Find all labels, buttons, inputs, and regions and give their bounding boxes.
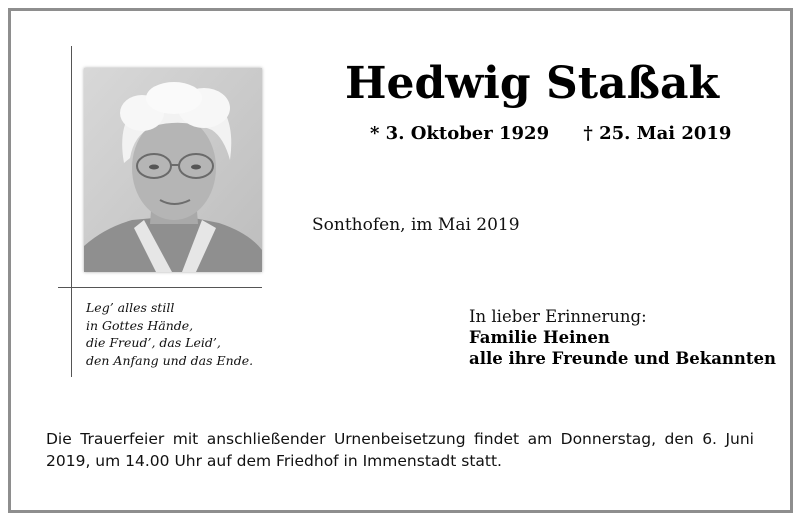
portrait-illustration	[84, 68, 262, 272]
vertical-divider	[71, 46, 72, 377]
deceased-name: Hedwig Staßak	[344, 58, 720, 109]
poem-line: den Anfang und das Ende.	[86, 352, 254, 368]
horizontal-divider	[58, 287, 262, 288]
life-dates	[370, 123, 731, 144]
poem-line: in Gottes Hände,	[86, 317, 194, 333]
friends-line: alle ihre Freunde und Bekannten	[469, 349, 777, 368]
mourners-block	[469, 306, 776, 369]
family-name: Familie Heinen	[469, 328, 610, 347]
portrait-photo	[84, 68, 262, 272]
poem-line: die Freud’, das Leid’,	[86, 335, 221, 350]
place-date: Sonthofen, im Mai 2019	[312, 215, 520, 235]
memory-intro: In lieber Erinnerung:	[469, 307, 647, 326]
funeral-service-text: Die Trauerfeier mit anschließender Urnenbeisetzung findet am Donnerstag, den 6. Juni 2019, um 14.00 Uhr auf dem Friedhof in Immenstadt statt.	[46, 430, 754, 470]
birth-date: * 3. Oktober 1929	[370, 123, 550, 144]
poem-line: Leg’ alles still	[86, 300, 175, 315]
poem	[86, 299, 253, 369]
death-date: † 25. Mai 2019	[583, 123, 732, 144]
